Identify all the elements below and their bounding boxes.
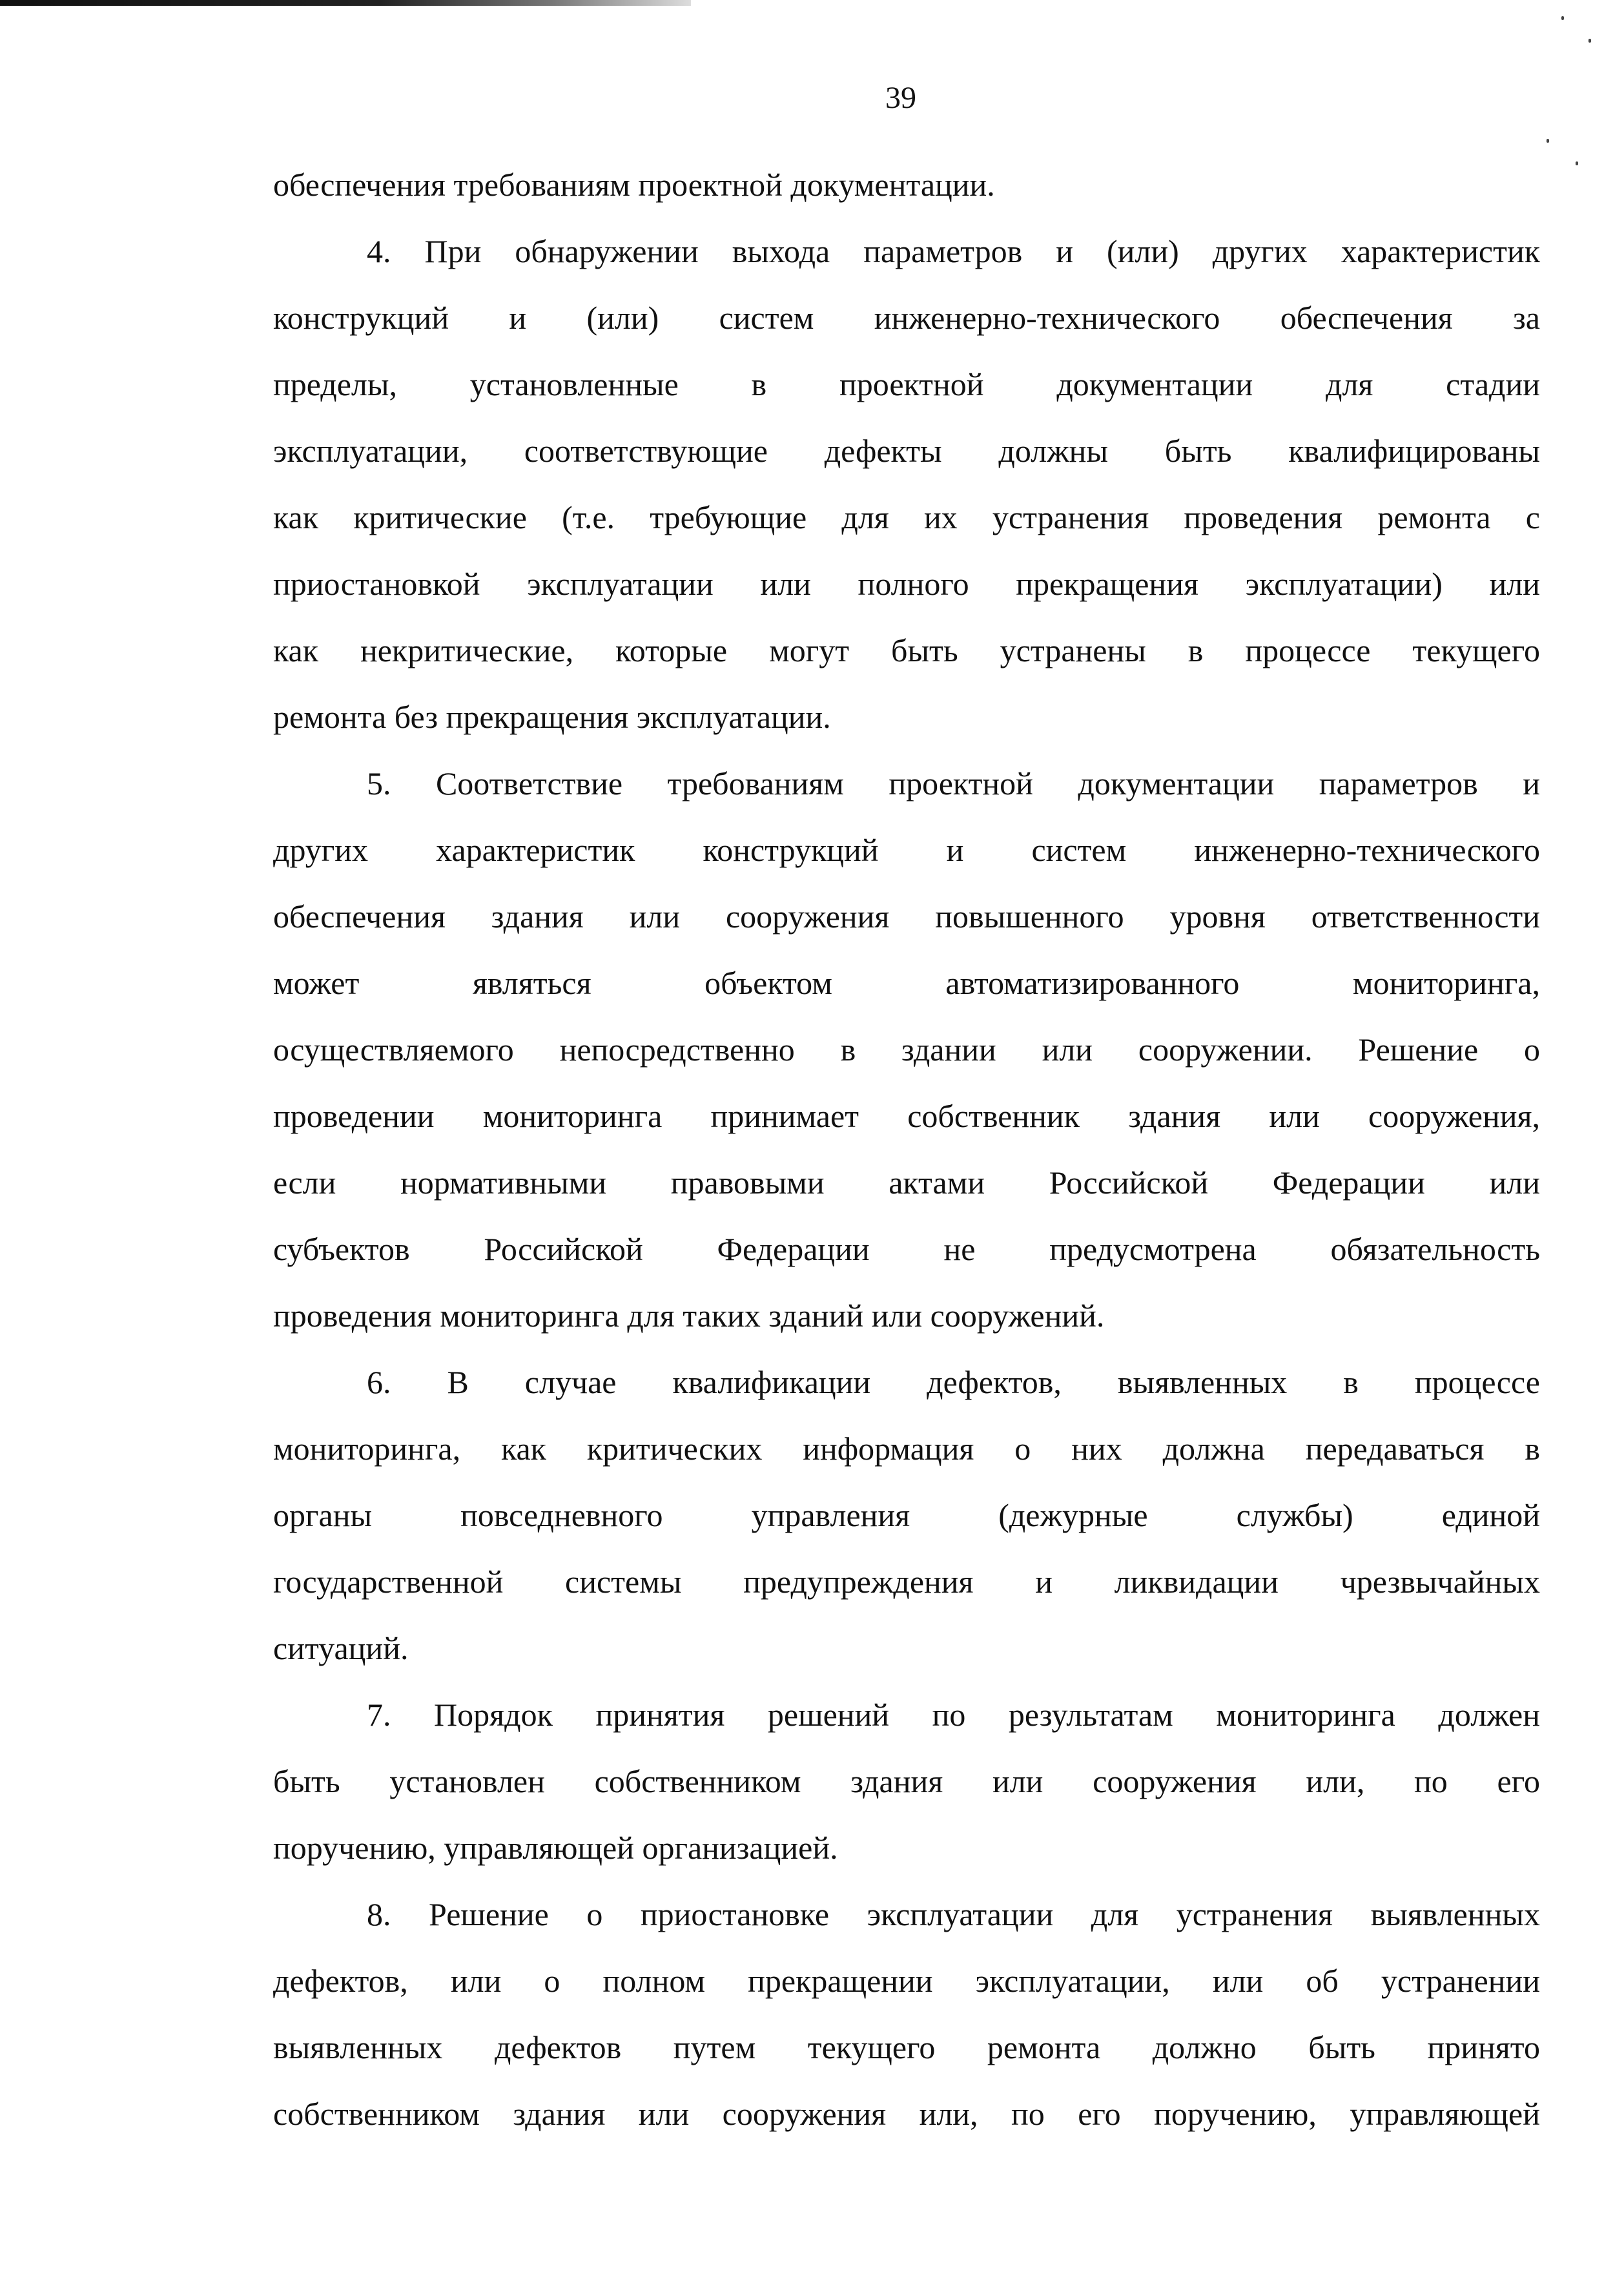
text-line: как критические (т.е. требующие для их устранения проведения ремонта с — [273, 499, 1540, 535]
text-line: других характеристик конструкций и систем инженерно-технического — [273, 832, 1540, 868]
text-line: пределы, установленные в проектной документации для стадии — [273, 366, 1540, 402]
text-line: ситуаций. — [273, 1630, 409, 1666]
text-line: мониторинга, как критических информация о них должна передаваться в — [273, 1431, 1540, 1467]
text-line: эксплуатации, соответствующие дефекты должны быть квалифицированы — [273, 433, 1540, 469]
paragraph — [273, 152, 1540, 218]
text-line: осуществляемого непосредственно в здании или сооружении. Решение о — [273, 1031, 1540, 1068]
text-line: государственной системы предупреждения и ликвидации чрезвычайных — [273, 1564, 1540, 1600]
text-line: приостановкой эксплуатации или полного прекращения эксплуатации) или — [273, 566, 1540, 602]
paragraph — [273, 1349, 1540, 1682]
paragraph — [273, 1881, 1540, 2147]
text-line: 5. Соответствие требованиям проектной документации параметров и — [367, 765, 1540, 801]
text-line: собственником здания или сооружения или, по его поручению, управляющей — [273, 2096, 1540, 2132]
text-line: быть установлен собственником здания или сооружения или, по его — [273, 1763, 1540, 1799]
paragraph — [273, 750, 1540, 1349]
paragraph — [273, 218, 1540, 750]
scan-speck — [1561, 16, 1564, 20]
text-line: 6. В случае квалификации дефектов, выявленных в процессе — [367, 1364, 1540, 1400]
text-line: проведения мониторинга для таких зданий или сооружений. — [273, 1297, 1105, 1334]
paragraph — [273, 1682, 1540, 1881]
text-line: обеспечения здания или сооружения повышенного уровня ответственности — [273, 898, 1540, 935]
text-line: обеспечения требованиям проектной документации. — [273, 167, 995, 203]
text-line: может являться объектом автоматизированного мониторинга, — [273, 965, 1540, 1001]
document-body — [273, 152, 1540, 2147]
text-line: субъектов Российской Федерации не предусмотрена обязательность — [273, 1231, 1540, 1267]
text-line: 7. Порядок принятия решений по результатам мониторинга должен — [367, 1697, 1540, 1733]
page-number: 39 — [885, 81, 916, 115]
scan-speck — [1547, 139, 1549, 143]
text-line: выявленных дефектов путем текущего ремонта должно быть принято — [273, 2029, 1540, 2065]
scan-speck — [1588, 39, 1591, 43]
text-line: дефектов, или о полном прекращении эксплуатации, или об устранении — [273, 1963, 1540, 1999]
scan-speck — [1576, 161, 1578, 165]
text-line: проведении мониторинга принимает собственник здания или сооружения, — [273, 1098, 1540, 1134]
text-line: 4. При обнаружении выхода параметров и (или) других характеристик — [367, 233, 1540, 269]
text-line: конструкций и (или) систем инженерно-технического обеспечения за — [273, 300, 1540, 336]
text-line: как некритические, которые могут быть устранены в процессе текущего — [273, 632, 1540, 668]
scan-artifact-bar — [0, 0, 691, 6]
text-line: поручению, управляющей организацией. — [273, 1830, 838, 1866]
text-line: 8. Решение о приостановке эксплуатации для устранения выявленных — [367, 1896, 1540, 1932]
text-line: если нормативными правовыми актами Российской Федерации или — [273, 1164, 1540, 1201]
text-line: ремонта без прекращения эксплуатации. — [273, 699, 831, 735]
text-line: органы повседневного управления (дежурные службы) единой — [273, 1497, 1540, 1533]
